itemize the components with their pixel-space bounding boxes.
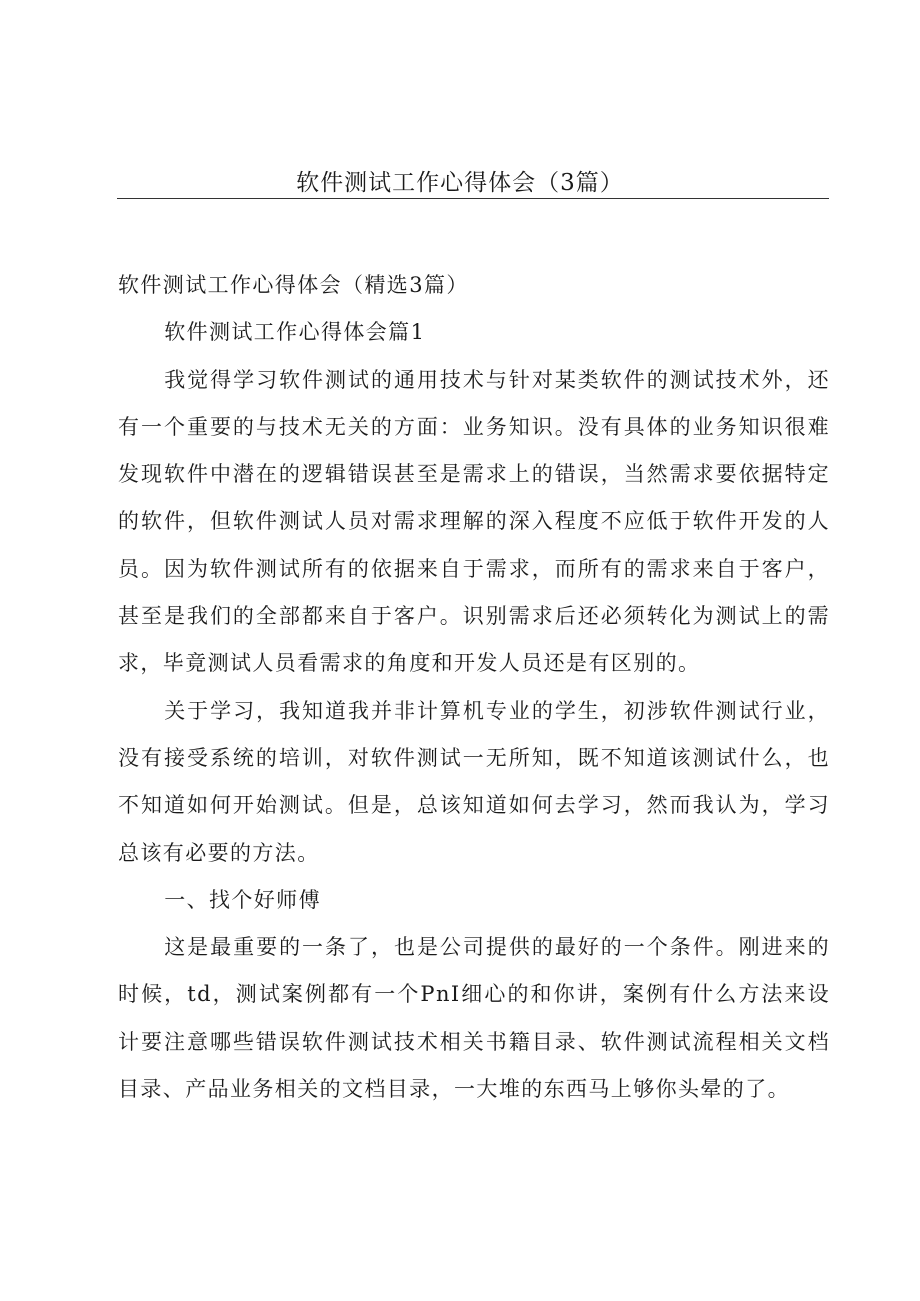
section-heading: 软件测试工作心得体会篇1 <box>164 320 426 345</box>
document-body <box>118 262 830 1113</box>
subtitle-paragraph: 软件测试工作心得体会（精选3篇） <box>118 273 469 297</box>
body-paragraph: 这是最重要的一条了，也是公司提供的最好的一个条件。刚进来的时候，td，测试案例都有一个PnI细心的和你讲，案例有什么方法来设计要注意哪些错误软件测试技术相关书籍目录、软件测试流程相关文档目录、产品业务相关的文档目录，一大堆的东西马上够你头晕的了。 <box>118 935 830 1102</box>
body-paragraph: 我觉得学习软件测试的通用技术与针对某类软件的测试技术外，还有一个重要的与技术无关的方面：业务知识。没有具体的业务知识很难发现软件中潜在的逻辑错误甚至是需求上的错误，当然需求要依据特定的软件，但软件测试人员对需求理解的深入程度不应低于软件开发的人员。因为软件测试所有的依据来自于需求，而所有的需求来自于客户，甚至是我们的全部都来自于客户。识别需求后还必须转化为测试上的需求，毕竟测试人员看需求的角度和开发人员还是有区别的。 <box>118 367 830 676</box>
body-paragraph: 关于学习，我知道我并非计算机专业的学生，初涉软件测试行业，没有接受系统的培训，对软件测试一无所知，既不知道该测试什么，也不知道如何开始测试。但是，总该知道如何去学习，然而我认为，学习总该有必要的方法。 <box>118 698 830 865</box>
title-underline <box>117 198 829 199</box>
subsection-heading: 一、找个好师傅 <box>164 887 321 912</box>
page-title: 软件测试工作心得体会（3篇） <box>296 170 624 196</box>
